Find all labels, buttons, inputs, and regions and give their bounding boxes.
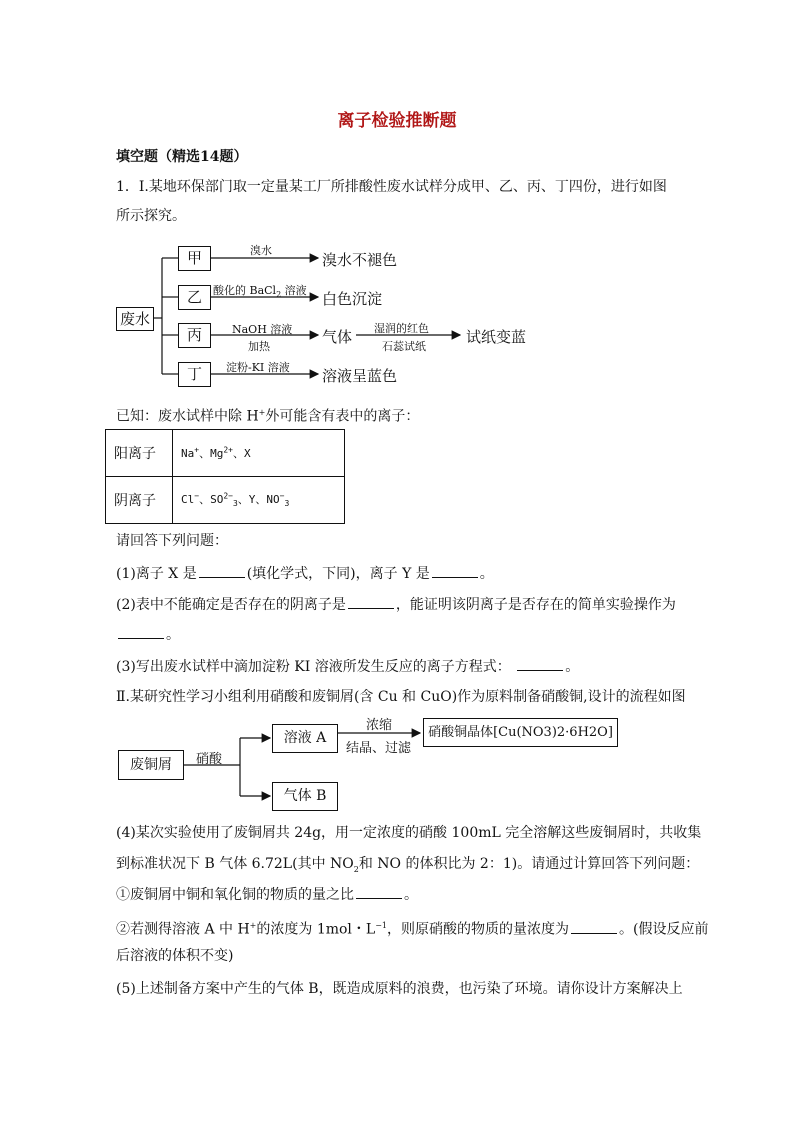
question-5-line1: (5)上述制备方案中产生的气体 B，既造成原料的浪费，也污染了环境。请你设计方案解决上 [116,981,683,997]
question-4-line2: 到标准状况下 B 气体 6.72L(其中 $NO_2$和 NO 的体积比为 2：1)。请通过计算回答下列问题： [116,856,700,874]
question-4-line1: (4)某次实验使用了废铜屑共 24g，用一定浓度的硝酸 100mL 完全溶解这些废铜屑时，共收集 [116,825,702,841]
result-bing-final: 试纸变蓝 [466,328,527,346]
anion-list: Cl−、$SO^{2-}_3$、Y、$NO^-_3$ [173,477,345,524]
step-concentrate: 浓缩 [366,718,393,733]
wastewater-box: 废水 [116,307,154,331]
ion-table [105,429,345,524]
question-3: (3)写出废水试样中滴加淀粉 KI 溶液所发生反应的离子方程式： 。 [116,659,580,675]
question-1: (1)离子 X 是 (填化学式，下同)，离子 Y 是 。 [116,566,494,582]
anion-label: 阴离子 [106,477,173,524]
cation-label: 阳离子 [106,430,173,477]
answer-blank[interactable] [348,595,394,609]
result-yi: 白色沉淀 [322,290,383,308]
product-box: 硝酸铜晶体[Cu(NO3)2·6H2O] [423,718,618,747]
answer-blank[interactable] [199,564,245,578]
scrap-copper-box: 废铜屑 [118,750,184,780]
questions-intro: 请回答下列问题： [116,533,228,549]
step-crystallize-filter: 结晶、过滤 [346,741,412,756]
result-bing-gas: 气体 [322,328,353,346]
answer-blank[interactable] [571,920,617,934]
solution-a-box: 溶液 A [272,724,338,753]
q1-intro-line1: 1．Ⅰ.某地环保部门取一定量某工厂所排酸性废水试样分成甲、乙、丙、丁四份，进行如图 [116,179,667,195]
page-title: 离子检验推断题 [337,111,457,131]
reagent-naoh: NaOH 溶液 [232,323,293,336]
table-row-cations [106,430,345,477]
reagent-nitric-acid: 硝酸 [196,752,223,767]
question-2-line1: (2)表中不能确定是否存在的阴离子是 ，能证明该阴离子是否存在的简单实验操作为 [116,597,676,613]
reagent-acidified-bacl2: 酸化的 BaCl$_2$ 溶液 [213,284,307,300]
reagent-litmus-top: 湿润的红色 [374,322,429,335]
sample-jia-box: 甲 [178,246,211,271]
section-heading: 填空题（精选14题） [116,149,248,165]
reagent-starch-ki: 淀粉-KI 溶液 [226,361,290,374]
answer-blank[interactable] [118,625,164,639]
question-2-line2: 。 [116,624,180,646]
gas-b-box: 气体 B [272,782,338,811]
answer-blank[interactable] [517,657,563,671]
q1-intro-line2: 所示探究。 [116,208,186,224]
sample-ding-box: 丁 [178,362,211,387]
question-4-sub1: ①废铜屑中铜和氧化铜的物质的量之比 。 [116,887,418,903]
question-4-sub2-cont: 后溶液的体积不变) [116,948,234,964]
result-ding: 溶液呈蓝色 [322,367,398,385]
sample-yi-box: 乙 [178,285,211,310]
reagent-litmus-bottom: 石蕊试纸 [382,340,426,353]
known-ions-text: 已知：废水试样中除 H+外可能含有表中的离子： [116,408,420,425]
table-row-anions [106,477,345,524]
reagent-bromine-water: 溴水 [250,244,272,257]
answer-blank[interactable] [432,564,478,578]
reagent-heat: 加热 [248,340,270,353]
part2-intro: Ⅱ.某研究性学习小组利用硝酸和废铜屑(含 Cu 和 CuO)作为原料制备硝酸铜,设计的流程如图 [116,689,686,705]
answer-blank[interactable] [356,885,402,899]
sample-bing-box: 丙 [178,323,211,348]
question-4-sub2: ②若测得溶液 A 中 H+的浓度为 1mol・$L^{-1}$，则原硝酸的物质的量浓度为 。(假设反应前 [116,921,709,938]
cation-list: Na+、$Mg^{2+}$、X [173,430,345,477]
result-jia: 溴水不褪色 [322,251,398,269]
